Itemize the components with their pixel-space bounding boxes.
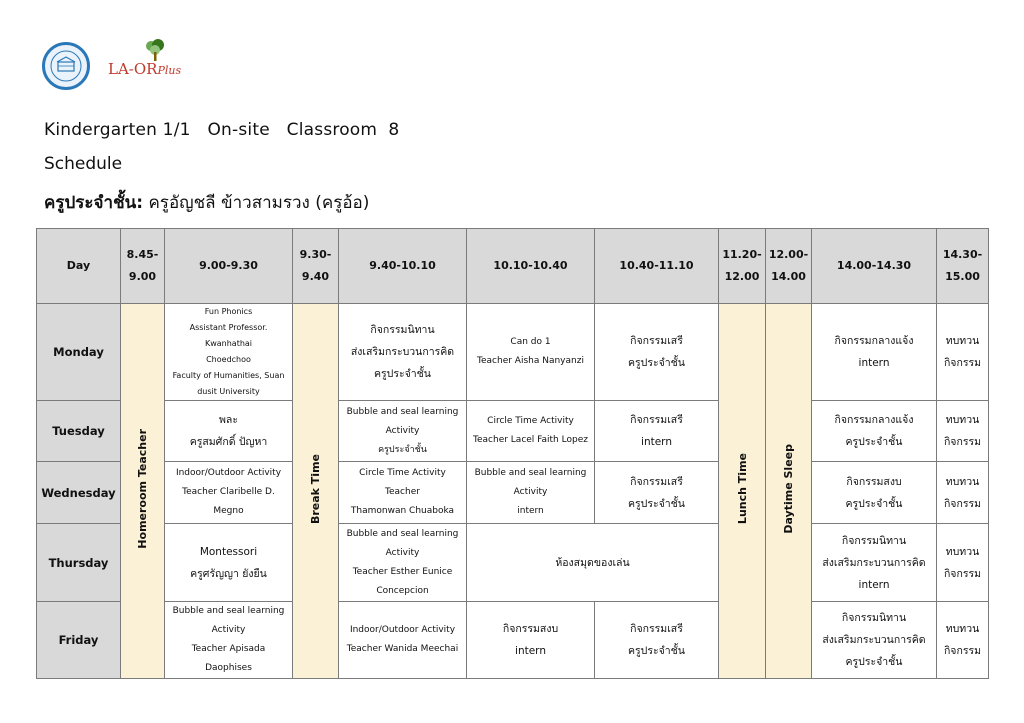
schedule-cell: กิจกรรมกลางแจ้ง ครูประจำชั้น bbox=[812, 401, 937, 462]
schedule-cell: กิจกรรมเสรี intern bbox=[595, 401, 719, 462]
homeroom-teacher-line bbox=[44, 189, 369, 216]
schedule-cell: ทบทวน กิจกรรม bbox=[937, 602, 989, 679]
header-cell-day: Day bbox=[37, 229, 121, 304]
table-header bbox=[37, 229, 989, 304]
brand-text: LA-OR bbox=[108, 60, 158, 78]
schedule-cell: Circle Time Activity Teacher Lacel Faith Lopez bbox=[467, 401, 595, 462]
schedule-cell: กิจกรรมนิทาน ส่งเสริมกระบวนการคิด ครูประจำชั้น bbox=[339, 304, 467, 401]
break-band: Break Time bbox=[293, 304, 339, 679]
schedule-cell: Fun Phonics Assistant Professor. Kwanhathai Choedchoo Faculty of Humanities, Suan dusit University bbox=[165, 304, 293, 401]
header-cell-1430: 14.30-15.00 bbox=[937, 229, 989, 304]
page-subtitle: Schedule bbox=[44, 154, 123, 174]
sleep-band: Daytime Sleep bbox=[766, 304, 812, 679]
schedule-cell: ทบทวน กิจกรรม bbox=[937, 304, 989, 401]
table-row-wednesday bbox=[37, 462, 989, 524]
header-cell-1120: 11.20-12.00 bbox=[719, 229, 766, 304]
table-row-monday bbox=[37, 304, 989, 401]
schedule-cell: Bubble and seal learning Activity intern bbox=[467, 462, 595, 524]
schedule-cell: กิจกรรมกลางแจ้ง intern bbox=[812, 304, 937, 401]
schedule-cell: Bubble and seal learning Activity ครูประจำชั้น bbox=[339, 401, 467, 462]
header-cell-900: 9.00-9.30 bbox=[165, 229, 293, 304]
schedule-cell: กิจกรรมเสรี ครูประจำชั้น bbox=[595, 602, 719, 679]
schedule-cell: กิจกรรมเสรี ครูประจำชั้น bbox=[595, 304, 719, 401]
schedule-cell: กิจกรรมนิทาน ส่งเสริมกระบวนการคิด intern bbox=[812, 524, 937, 602]
teacher-label: ครูประจำชั้น: bbox=[44, 193, 144, 213]
schedule-cell: ทบทวน กิจกรรม bbox=[937, 401, 989, 462]
schedule-cell: ทบทวน กิจกรรม bbox=[937, 524, 989, 602]
day-cell: Tuesday bbox=[37, 401, 121, 462]
day-cell: Wednesday bbox=[37, 462, 121, 524]
header-cell-1200: 12.00-14.00 bbox=[766, 229, 812, 304]
laor-plus-logo bbox=[108, 44, 198, 88]
schedule-cell: กิจกรรมสงบ intern bbox=[467, 602, 595, 679]
homeroom-band: Homeroom Teacher bbox=[121, 304, 165, 679]
day-cell: Thursday bbox=[37, 524, 121, 602]
schedule-cell: Indoor/Outdoor Activity Teacher Wanida Meechai bbox=[339, 602, 467, 679]
header-cell-1040: 10.40-11.10 bbox=[595, 229, 719, 304]
schedule-cell: Montessori ครูศรัญญา ยังยืน bbox=[165, 524, 293, 602]
schedule-table bbox=[36, 228, 989, 679]
day-cell: Monday bbox=[37, 304, 121, 401]
schedule-cell: Bubble and seal learning Activity Teacher Esther Eunice Concepcion bbox=[339, 524, 467, 602]
brand-plus-text: Plus bbox=[157, 64, 182, 77]
university-seal-logo bbox=[42, 42, 90, 90]
schedule-cell: ทบทวน กิจกรรม bbox=[937, 462, 989, 524]
table-row-friday bbox=[37, 602, 989, 679]
page-title: Kindergarten 1/1 On-site Classroom 8 bbox=[44, 120, 400, 140]
schedule-cell: Bubble and seal learning Activity Teacher Apisada Daophises bbox=[165, 602, 293, 679]
schedule-cell: กิจกรรมนิทาน ส่งเสริมกระบวนการคิด ครูประจำชั้น bbox=[812, 602, 937, 679]
header-cell-1010: 10.10-10.40 bbox=[467, 229, 595, 304]
table-row-thursday bbox=[37, 524, 989, 602]
day-cell: Friday bbox=[37, 602, 121, 679]
schedule-cell: Can do 1 Teacher Aisha Nanyanzi bbox=[467, 304, 595, 401]
schedule-cell: Indoor/Outdoor Activity Teacher Claribelle D. Megno bbox=[165, 462, 293, 524]
schedule-cell: กิจกรรมสงบ ครูประจำชั้น bbox=[812, 462, 937, 524]
lunch-band: Lunch Time bbox=[719, 304, 766, 679]
schedule-cell: พละ ครูสมศักดิ์ ปัญหา bbox=[165, 401, 293, 462]
schedule-cell: Circle Time Activity Teacher Thamonwan Chuaboka bbox=[339, 462, 467, 524]
header-cell-1400: 14.00-14.30 bbox=[812, 229, 937, 304]
header-cell-930: 9.30-9.40 bbox=[293, 229, 339, 304]
header-cell-845: 8.45-9.00 bbox=[121, 229, 165, 304]
teacher-name: ครูอัญชลี ข้าวสามรวง (ครูอ้อ) bbox=[148, 193, 370, 213]
schedule-cell: กิจกรรมเสรี ครูประจำชั้น bbox=[595, 462, 719, 524]
header-cell-940: 9.40-10.10 bbox=[339, 229, 467, 304]
table-row-tuesday bbox=[37, 401, 989, 462]
schedule-cell-merged: ห้องสมุดของเล่น bbox=[467, 524, 719, 602]
